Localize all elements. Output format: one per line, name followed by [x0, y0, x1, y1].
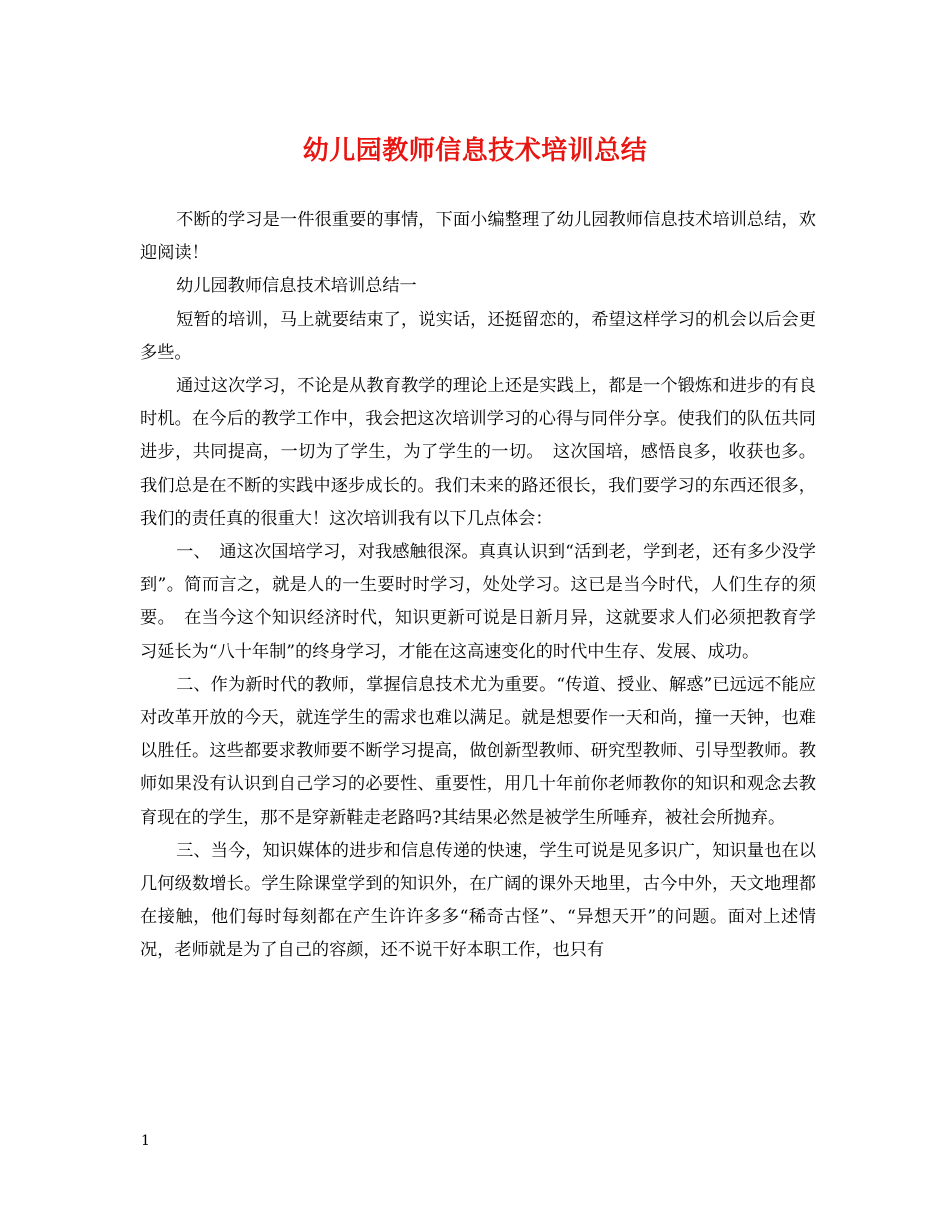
page-number: 1 — [141, 1133, 150, 1149]
paragraph: 三、当今，知识媒体的进步和信息传递的快速，学生可说是见多识广，知识量也在以几何级数增长。学生除课堂学到的知识外，在广阔的课外天地里，古今中外，天文地理都在接触，他们每时每刻都在产生许许多多“稀奇古怪”、“异想天开”的问题。面对上述情况，老师就是为了自己的容颜，还不说干好本职工作，也只有 — [140, 840, 816, 961]
page-title: 幼儿园教师信息技术培训总结 — [302, 136, 648, 166]
paragraph: 通过这次学习，不论是从教育教学的理论上还是实践上，都是一个锻炼和进步的有良时机。在今后的教学工作中，我会把这次培训学习的心得与同伴分享。使我们的队伍共同进步，共同提高，一切为了学生，为了学生的一切。 这次国培，感悟良多，收获也多。我们总是在不断的实践中逐步成长的。我们未来的路还很长，我们要学习的东西还很多，我们的责任真的很重大！这次培训我有以下几点体会： — [140, 376, 816, 529]
paragraph-intro: 不断的学习是一件很重要的事情，下面小编整理了幼儿园教师信息技术培训总结，欢迎阅读！ — [140, 210, 816, 264]
document-body — [140, 204, 816, 968]
section-heading: 幼儿园教师信息技术培训总结一 — [176, 276, 417, 297]
paragraph: 一、 通这次国培学习，对我感触很深。真真认识到“活到老，学到老，还有多少没学到”。简而言之，就是人的一生要时时学习，处处学习。这已是当今时代，人们生存的须要。 在当今这个知识经济时代，知识更新可说是日新月异，这就要求人们必须把教育学习延长为“八十年制”的终身学习，才能在这高速变化的时代中生存、发展、成功。 — [140, 542, 816, 662]
paragraph: 二、作为新时代的教师，掌握信息技术尤为重要。“传道、授业、解惑”已远远不能应对改革开放的今天，就连学生的需求也难以满足。就是想要作一天和尚，撞一天钟，也难以胜任。这些都要求教师要不断学习提高，做创新型教师、研究型教师、引导型教师。教师如果没有认识到自己学习的必要性、重要性，用几十年前你老师教你的知识和观念去教育现在的学生，那不是穿新鞋走老路吗?其结果必然是被学生所唾弃，被社会所抛弃。 — [140, 674, 816, 828]
paragraph: 短暂的培训，马上就要结束了，说实话，还挺留恋的，希望这样学习的机会以后会更多些。 — [140, 309, 816, 363]
